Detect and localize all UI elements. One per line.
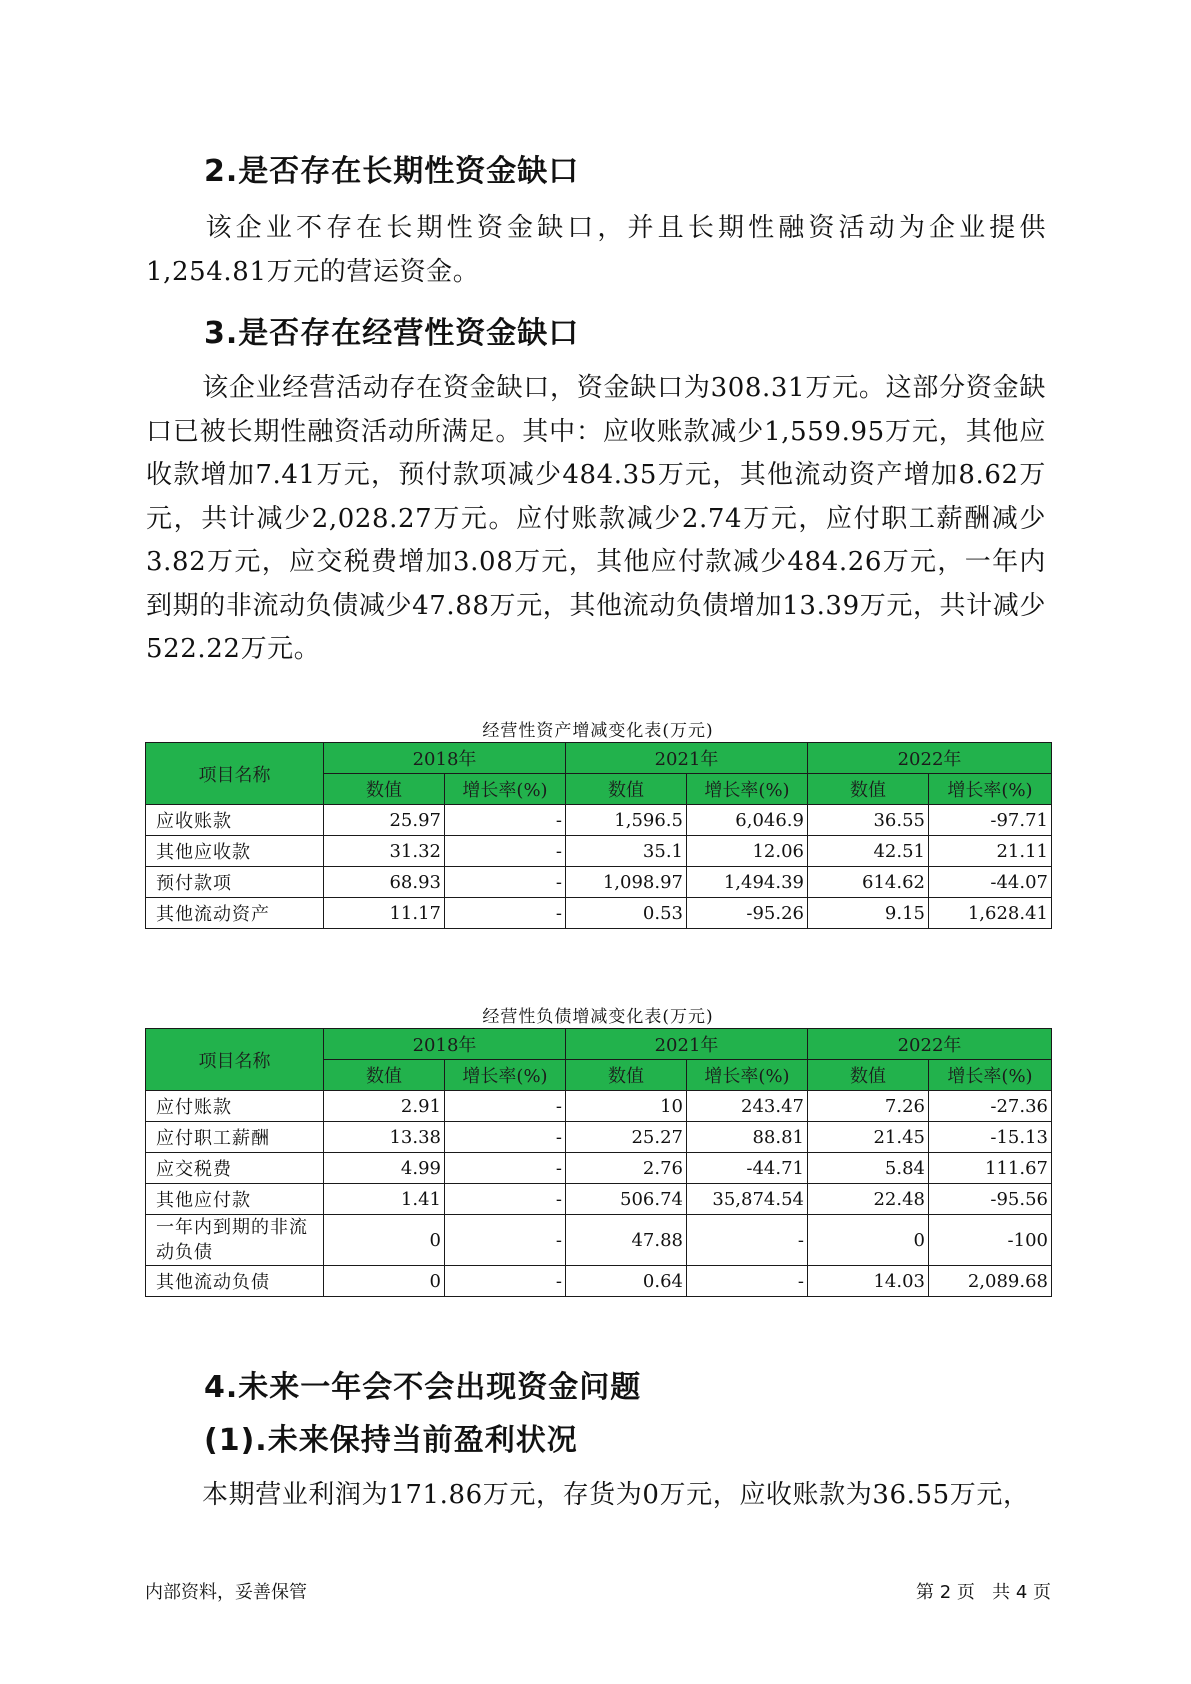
header-year: 2022年 xyxy=(808,1029,1052,1060)
cell-value: 31.32 xyxy=(324,836,445,867)
cell-growth-rate: - xyxy=(687,1215,808,1266)
table-1-caption: 经营性资产增减变化表(万元) xyxy=(482,721,714,741)
row-item-name: 一年内到期的非流动负债 xyxy=(146,1215,324,1266)
cell-value: 0 xyxy=(324,1215,445,1266)
cell-growth-rate: -97.71 xyxy=(929,805,1052,836)
cell-value: 42.51 xyxy=(808,836,929,867)
section-3-text: 该企业经营活动存在资金缺口，资金缺口为308.31万元。这部分资金缺口已被长期性融资活动所满足。其中：应收账款减少1,559.95万元，其他应收款增加7.41万元，预付款项减少484.35万元，其他流动资产增加8.62万元，共计减少2,028.27万元。应付账款减少2.74万元，应付职工薪酬减少3.82万元，应交税费增加3.08万元，其他应付款减少484.26万元，一年内到期的非流动负债减少47.88万元，其他流动负债增加13.39万元，共计减少522.22万元。 xyxy=(146,373,1046,664)
header-growth-rate: 增长率(%) xyxy=(445,774,566,805)
cell-growth-rate: - xyxy=(445,1215,566,1266)
cell-value: 0.53 xyxy=(566,898,687,929)
cell-growth-rate: -44.71 xyxy=(687,1153,808,1184)
cell-value: 2.76 xyxy=(566,1153,687,1184)
cell-value: 1.41 xyxy=(324,1184,445,1215)
table-row xyxy=(146,1266,1052,1297)
section-4-subheading: (1).未来保持当前盈利状况 xyxy=(204,1423,578,1458)
cell-value: 68.93 xyxy=(324,867,445,898)
table-row xyxy=(146,898,1052,929)
cell-growth-rate: 21.11 xyxy=(929,836,1052,867)
cell-growth-rate: - xyxy=(687,1266,808,1297)
table-row xyxy=(146,1091,1052,1122)
cell-value: 35.1 xyxy=(566,836,687,867)
cell-value: 10 xyxy=(566,1091,687,1122)
section-2-paragraph xyxy=(146,207,1046,294)
header-year: 2018年 xyxy=(324,1029,566,1060)
table-row xyxy=(146,836,1052,867)
cell-growth-rate: 6,046.9 xyxy=(687,805,808,836)
cell-growth-rate: -27.36 xyxy=(929,1091,1052,1122)
operating-assets-table xyxy=(145,742,1052,929)
cell-value: 0.64 xyxy=(566,1266,687,1297)
cell-growth-rate: -15.13 xyxy=(929,1122,1052,1153)
cell-growth-rate: - xyxy=(445,805,566,836)
header-value: 数值 xyxy=(808,1060,929,1091)
cell-growth-rate: - xyxy=(445,836,566,867)
section-4-text: 本期营业利润为171.86万元，存货为0万元，应收账款为36.55万元， xyxy=(202,1480,1030,1510)
section-3-paragraph xyxy=(146,367,1046,672)
row-item-name: 其他流动负债 xyxy=(146,1266,324,1297)
cell-value: 47.88 xyxy=(566,1215,687,1266)
cell-growth-rate: - xyxy=(445,1091,566,1122)
table-row xyxy=(146,1184,1052,1215)
header-year: 2022年 xyxy=(808,743,1052,774)
cell-value: 1,596.5 xyxy=(566,805,687,836)
row-item-name: 其他流动资产 xyxy=(146,898,324,929)
table-row xyxy=(146,1122,1052,1153)
cell-value: 25.97 xyxy=(324,805,445,836)
row-item-name: 应付职工薪酬 xyxy=(146,1122,324,1153)
cell-value: 0 xyxy=(324,1266,445,1297)
header-growth-rate: 增长率(%) xyxy=(445,1060,566,1091)
row-item-name: 其他应付款 xyxy=(146,1184,324,1215)
cell-growth-rate: 111.67 xyxy=(929,1153,1052,1184)
header-value: 数值 xyxy=(566,1060,687,1091)
row-item-name: 应付账款 xyxy=(146,1091,324,1122)
cell-growth-rate: 2,089.68 xyxy=(929,1266,1052,1297)
header-year: 2018年 xyxy=(324,743,566,774)
section-4-heading: 4.未来一年会不会出现资金问题 xyxy=(204,1370,642,1405)
header-growth-rate: 增长率(%) xyxy=(929,1060,1052,1091)
cell-growth-rate: - xyxy=(445,1266,566,1297)
row-item-name: 预付款项 xyxy=(146,867,324,898)
cell-growth-rate: -95.26 xyxy=(687,898,808,929)
section-3-heading: 3.是否存在经营性资金缺口 xyxy=(204,316,580,351)
row-item-name: 其他应收款 xyxy=(146,836,324,867)
cell-value: 506.74 xyxy=(566,1184,687,1215)
header-growth-rate: 增长率(%) xyxy=(687,774,808,805)
cell-growth-rate: 12.06 xyxy=(687,836,808,867)
table-row xyxy=(146,867,1052,898)
row-item-name: 应收账款 xyxy=(146,805,324,836)
cell-value: 22.48 xyxy=(808,1184,929,1215)
cell-growth-rate: 35,874.54 xyxy=(687,1184,808,1215)
section-2-text: 该企业不存在长期性资金缺口，并且长期性融资活动为企业提供1,254.81万元的营运资金。 xyxy=(146,213,1046,287)
table-row xyxy=(146,1153,1052,1184)
cell-value: 14.03 xyxy=(808,1266,929,1297)
header-item-name: 项目名称 xyxy=(146,743,324,805)
cell-value: 5.84 xyxy=(808,1153,929,1184)
header-value: 数值 xyxy=(324,1060,445,1091)
cell-value: 21.45 xyxy=(808,1122,929,1153)
table-2-caption: 经营性负债增减变化表(万元) xyxy=(482,1007,714,1027)
section-2-heading: 2.是否存在长期性资金缺口 xyxy=(204,154,580,189)
cell-value: 7.26 xyxy=(808,1091,929,1122)
cell-value: 11.17 xyxy=(324,898,445,929)
header-item-name: 项目名称 xyxy=(146,1029,324,1091)
cell-growth-rate: - xyxy=(445,1184,566,1215)
footer-confidential-note: 内部资料，妥善保管 xyxy=(145,1582,307,1603)
table-row xyxy=(146,1215,1052,1266)
section-4-paragraph xyxy=(146,1474,1046,1518)
cell-growth-rate: -95.56 xyxy=(929,1184,1052,1215)
header-value: 数值 xyxy=(566,774,687,805)
cell-value: 0 xyxy=(808,1215,929,1266)
header-value: 数值 xyxy=(808,774,929,805)
header-growth-rate: 增长率(%) xyxy=(929,774,1052,805)
footer-page-number: 第 2 页 共 4 页 xyxy=(916,1582,1051,1603)
header-year: 2021年 xyxy=(566,743,808,774)
header-year: 2021年 xyxy=(566,1029,808,1060)
cell-growth-rate: 88.81 xyxy=(687,1122,808,1153)
cell-value: 36.55 xyxy=(808,805,929,836)
operating-liabilities-table xyxy=(145,1028,1052,1297)
row-item-name: 应交税费 xyxy=(146,1153,324,1184)
header-value: 数值 xyxy=(324,774,445,805)
cell-growth-rate: - xyxy=(445,898,566,929)
cell-growth-rate: 1,494.39 xyxy=(687,867,808,898)
cell-growth-rate: - xyxy=(445,867,566,898)
cell-value: 25.27 xyxy=(566,1122,687,1153)
header-growth-rate: 增长率(%) xyxy=(687,1060,808,1091)
table-row xyxy=(146,805,1052,836)
cell-value: 13.38 xyxy=(324,1122,445,1153)
cell-value: 614.62 xyxy=(808,867,929,898)
cell-growth-rate: -100 xyxy=(929,1215,1052,1266)
cell-value: 9.15 xyxy=(808,898,929,929)
cell-growth-rate: 1,628.41 xyxy=(929,898,1052,929)
cell-value: 1,098.97 xyxy=(566,867,687,898)
cell-value: 4.99 xyxy=(324,1153,445,1184)
cell-value: 2.91 xyxy=(324,1091,445,1122)
cell-growth-rate: -44.07 xyxy=(929,867,1052,898)
cell-growth-rate: - xyxy=(445,1122,566,1153)
cell-growth-rate: - xyxy=(445,1153,566,1184)
cell-growth-rate: 243.47 xyxy=(687,1091,808,1122)
